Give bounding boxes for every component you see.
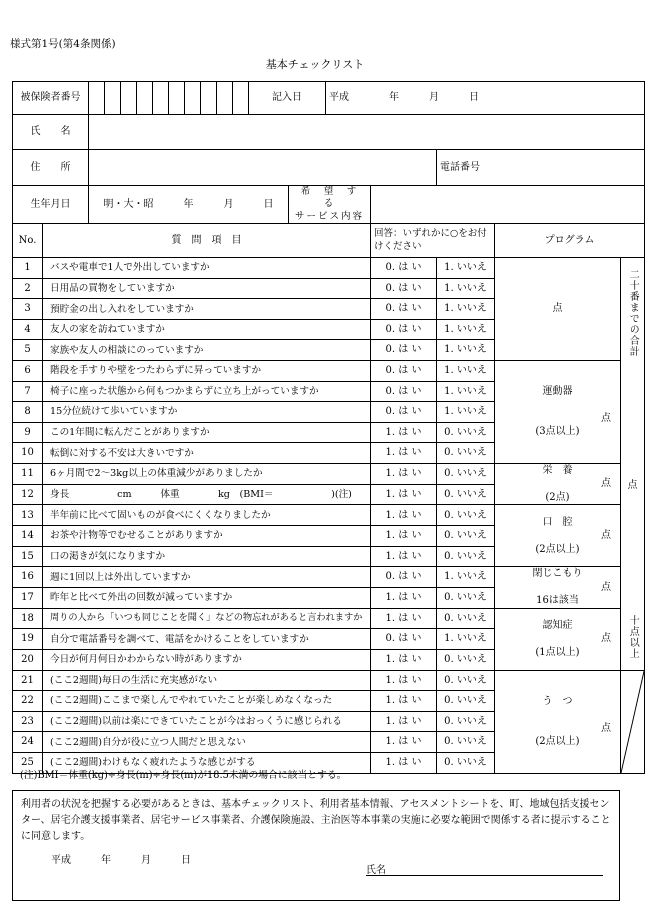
question-text: 階段を手すりや壁をつたわらずに昇っていますか: [43, 361, 371, 382]
question-text: 周りの人から「いつも同じことを聞く」などの物忘れがあると言われますか: [43, 608, 371, 629]
answer-option-b[interactable]: 0. いいえ: [437, 526, 495, 547]
answer-option-b[interactable]: 1. いいえ: [437, 361, 495, 382]
checklist-table: [12, 81, 645, 774]
answer-option-a[interactable]: 1. は い: [371, 732, 437, 753]
program-dementia-threshold: (1点以上): [535, 646, 580, 658]
program-oral-point: 点: [601, 530, 611, 542]
question-text: (ここ2週間)以前は楽にできていたことが今はおっくうに感じられる: [43, 711, 371, 732]
question-text: (ここ2週間)ここまで楽しんでやれていたことが楽しめなくなった: [43, 691, 371, 712]
answer-option-a[interactable]: 1. は い: [371, 711, 437, 732]
question-no: 18: [13, 608, 43, 629]
total-label: 二十番までの合計: [627, 268, 639, 357]
insured-number-box[interactable]: [169, 82, 185, 115]
question-text: バスや電車で1人で外出していますか: [43, 258, 371, 279]
answer-option-a[interactable]: 1. は い: [371, 546, 437, 567]
desired-service-field[interactable]: [371, 186, 645, 224]
answer-option-b[interactable]: 0. いいえ: [437, 588, 495, 609]
birth-field[interactable]: 明・大・昭 年 月 日: [89, 186, 289, 224]
question-text: (ここ2週間)自分が役に立つ人間だと思えない: [43, 732, 371, 753]
insured-number-box[interactable]: [137, 82, 153, 115]
entry-date-label: 記入日: [249, 82, 326, 115]
program-depression-threshold: (2点以上): [535, 736, 580, 748]
insured-number-box[interactable]: [153, 82, 169, 115]
answer-option-a[interactable]: 1. は い: [371, 691, 437, 712]
question-text: 家族や友人の相談にのっていますか: [43, 340, 371, 361]
answer-option-b[interactable]: 0. いいえ: [437, 691, 495, 712]
answer-option-b[interactable]: 1. いいえ: [437, 381, 495, 402]
program-nutrition-threshold: (2点): [545, 491, 570, 503]
answer-option-a[interactable]: 1. は い: [371, 526, 437, 547]
question-no: 11: [13, 463, 43, 484]
answer-option-a[interactable]: 0. は い: [371, 567, 437, 588]
insured-number-box[interactable]: [201, 82, 217, 115]
answer-option-a[interactable]: 1. は い: [371, 608, 437, 629]
no-header: No.: [13, 224, 43, 258]
answer-option-a[interactable]: 1. は い: [371, 588, 437, 609]
answer-option-b[interactable]: 1. いいえ: [437, 340, 495, 361]
desired-service-label-2: サービス内容: [294, 210, 364, 222]
program-motor-threshold: (3点以上): [535, 426, 580, 438]
program-nutrition-name: 栄 養: [542, 464, 573, 476]
answer-option-a[interactable]: 0. は い: [371, 381, 437, 402]
form-code: 様式第1号(第4条関係): [10, 38, 116, 50]
program-motor-point: 点: [601, 412, 611, 424]
address-label: 住 所: [13, 150, 89, 186]
answer-option-b[interactable]: 1. いいえ: [437, 629, 495, 650]
answer-option-b[interactable]: 0. いいえ: [437, 732, 495, 753]
consent-date[interactable]: 平成 年 月 日: [51, 855, 191, 866]
answer-option-b[interactable]: 0. いいえ: [437, 443, 495, 464]
question-no: 21: [13, 670, 43, 691]
question-no: 15: [13, 546, 43, 567]
answer-option-b[interactable]: 0. いいえ: [437, 670, 495, 691]
insured-number-label: 被保険者番号: [13, 82, 89, 115]
answer-option-b[interactable]: 1. いいえ: [437, 278, 495, 299]
question-no: 6: [13, 361, 43, 382]
answer-option-a[interactable]: 1. は い: [371, 649, 437, 670]
total-point: 点: [627, 480, 638, 492]
question-text: 半年前に比べて固いものが食べにくくなりましたか: [43, 505, 371, 526]
answer-option-a[interactable]: 0. は い: [371, 402, 437, 423]
question-no: 20: [13, 649, 43, 670]
program-dementia-point: 点: [601, 633, 611, 645]
program-depression-point: 点: [601, 722, 611, 734]
program-basic-point: 点: [552, 303, 563, 315]
answer-option-a[interactable]: 1. は い: [371, 463, 437, 484]
question-text: (ここ2週間)わけもなく疲れたような感じがする: [43, 752, 371, 773]
insured-number-box[interactable]: [89, 82, 105, 115]
question-text: 週に1回以上は外出していますか: [43, 567, 371, 588]
answer-option-a[interactable]: 1. は い: [371, 443, 437, 464]
question-no: 10: [13, 443, 43, 464]
answer-option-a[interactable]: 0. は い: [371, 319, 437, 340]
answer-option-b[interactable]: 0. いいえ: [437, 484, 495, 505]
answer-option-a[interactable]: 1. は い: [371, 505, 437, 526]
answer-option-b[interactable]: 1. いいえ: [437, 319, 495, 340]
question-no: 23: [13, 711, 43, 732]
phone-label: 電話番号: [437, 150, 645, 186]
answer-option-a[interactable]: 1. は い: [371, 752, 437, 773]
question-no: 16: [13, 567, 43, 588]
question-text: 口の渇きが気になりますか: [43, 546, 371, 567]
insured-number-box[interactable]: [105, 82, 121, 115]
question-no: 24: [13, 732, 43, 753]
answer-option-b[interactable]: 0. いいえ: [437, 711, 495, 732]
question-text: 6ヶ月間で2～3kg以上の体重減少がありましたか: [43, 463, 371, 484]
question-no: 4: [13, 319, 43, 340]
insured-number-box[interactable]: [217, 82, 233, 115]
program-depression[interactable]: [495, 670, 621, 773]
question-text: 今日が何月何日かわからない時がありますか: [43, 649, 371, 670]
program-dementia[interactable]: [495, 608, 621, 670]
question-no: 8: [13, 402, 43, 423]
answer-header: 回答：いずれかに○をお付けください: [371, 224, 495, 258]
question-no: 14: [13, 526, 43, 547]
depression-excluded-cell: [621, 670, 645, 773]
question-no: 2: [13, 278, 43, 299]
question-text: 身長 cm 体重 kg (BMI＝ )(注): [43, 484, 371, 505]
name-field[interactable]: [89, 115, 645, 150]
question-text: この1年間に転んだことがありますか: [43, 422, 371, 443]
page-title: 基本チェックリスト: [265, 58, 365, 71]
consent-section: [12, 790, 620, 901]
program-motor-name: 運動器: [542, 385, 573, 397]
question-no: 9: [13, 422, 43, 443]
question-text: 椅子に座った状態から何もつかまらずに立ち上がっていますか: [43, 381, 371, 402]
answer-option-a[interactable]: 0. は い: [371, 629, 437, 650]
program-closed-name: 閉じこもり: [532, 568, 583, 580]
program-oral-threshold: (2点以上): [535, 543, 580, 555]
bmi-note: (注)BMI＝体重(kg)÷身長(m)÷身長(m)が18.5未満の場合に該当とする。: [20, 770, 347, 781]
name-label: 氏 名: [13, 115, 89, 150]
answer-option-a[interactable]: 1. は い: [371, 422, 437, 443]
program-closed[interactable]: [495, 567, 621, 609]
program-motor[interactable]: [495, 361, 621, 464]
question-text: (ここ2週間)毎日の生活に充実感がない: [43, 670, 371, 691]
question-no: 13: [13, 505, 43, 526]
question-text: 日用品の買物をしていますか: [43, 278, 371, 299]
insured-number-box[interactable]: [185, 82, 201, 115]
program-nutrition[interactable]: [495, 463, 621, 505]
program-closed-threshold: 16は該当: [536, 595, 579, 607]
question-no: 12: [13, 484, 43, 505]
question-no: 1: [13, 258, 43, 279]
entry-date-field[interactable]: 平成 年 月 日: [326, 82, 645, 115]
program-closed-point: 点: [601, 581, 611, 593]
question-text: 昨年と比べて外出の回数が減っていますか: [43, 588, 371, 609]
diagonal-line: [621, 671, 644, 773]
answer-option-a[interactable]: 0. は い: [371, 340, 437, 361]
answer-option-b[interactable]: 0. いいえ: [437, 608, 495, 629]
signature-label: 氏名: [366, 865, 386, 876]
consent-text: 利用者の状況を把握する必要があるときは、基本チェックリスト、利用者基本情報、アセスメントシートを、町、地域包括支援センター、居宅介護支援事業者、居宅サービス事業者、介護保険施設、主治医等本事業の実施に必要な範囲で関係する者に提示することに同意します。: [21, 799, 611, 842]
question-no: 17: [13, 588, 43, 609]
question-text: 友人の家を訪ねていますか: [43, 319, 371, 340]
question-no: 5: [13, 340, 43, 361]
question-no: 25: [13, 752, 43, 773]
program-oral[interactable]: [495, 505, 621, 567]
answer-option-b[interactable]: 0. いいえ: [437, 505, 495, 526]
answer-option-a[interactable]: 0. は い: [371, 258, 437, 279]
insured-number-box[interactable]: [121, 82, 137, 115]
question-text: 転倒に対する不安は大きいですか: [43, 443, 371, 464]
program-nutrition-point: 点: [601, 478, 611, 490]
answer-option-b[interactable]: 1. いいえ: [437, 567, 495, 588]
answer-option-a[interactable]: 1. は い: [371, 484, 437, 505]
total-score-cell[interactable]: [621, 258, 645, 671]
insured-number-box[interactable]: [233, 82, 249, 115]
answer-option-b[interactable]: 1. いいえ: [437, 258, 495, 279]
total-threshold: 十点以上: [627, 614, 639, 659]
program-dementia-name: 認知症: [542, 619, 573, 631]
desired-service-label-1: 希 望 す る: [300, 186, 370, 210]
question-text: 15分位続けて歩いていますか: [43, 402, 371, 423]
answer-option-b[interactable]: 0. いいえ: [437, 546, 495, 567]
question-no: 19: [13, 629, 43, 650]
question-no: 3: [13, 299, 43, 320]
answer-option-b[interactable]: 1. いいえ: [437, 299, 495, 320]
desired-service-label: [289, 186, 371, 224]
answer-option-a[interactable]: 0. は い: [371, 361, 437, 382]
signature-line[interactable]: [366, 875, 603, 876]
program-depression-name: う つ: [542, 695, 573, 707]
birth-label: 生年月日: [13, 186, 89, 224]
answer-option-b[interactable]: 0. いいえ: [437, 752, 495, 773]
question-text: お茶や汁物等でむせることがありますか: [43, 526, 371, 547]
answer-option-b[interactable]: 1. いいえ: [437, 402, 495, 423]
address-field[interactable]: [89, 150, 437, 186]
answer-option-a[interactable]: 0. は い: [371, 278, 437, 299]
question-no: 22: [13, 691, 43, 712]
answer-option-b[interactable]: 0. いいえ: [437, 463, 495, 484]
program-basic-score[interactable]: [495, 258, 621, 361]
program-header: プログラム: [495, 224, 645, 258]
answer-option-a[interactable]: 0. は い: [371, 299, 437, 320]
question-no: 7: [13, 381, 43, 402]
question-text: 自分で電話番号を調べて、電話をかけることをしていますか: [43, 629, 371, 650]
question-text: 預貯金の出し入れをしていますか: [43, 299, 371, 320]
answer-option-b[interactable]: 0. いいえ: [437, 422, 495, 443]
question-item-header: 質 問 項 目: [43, 224, 371, 258]
answer-option-a[interactable]: 1. は い: [371, 670, 437, 691]
program-oral-name: 口 腔: [542, 516, 573, 528]
answer-option-b[interactable]: 0. いいえ: [437, 649, 495, 670]
